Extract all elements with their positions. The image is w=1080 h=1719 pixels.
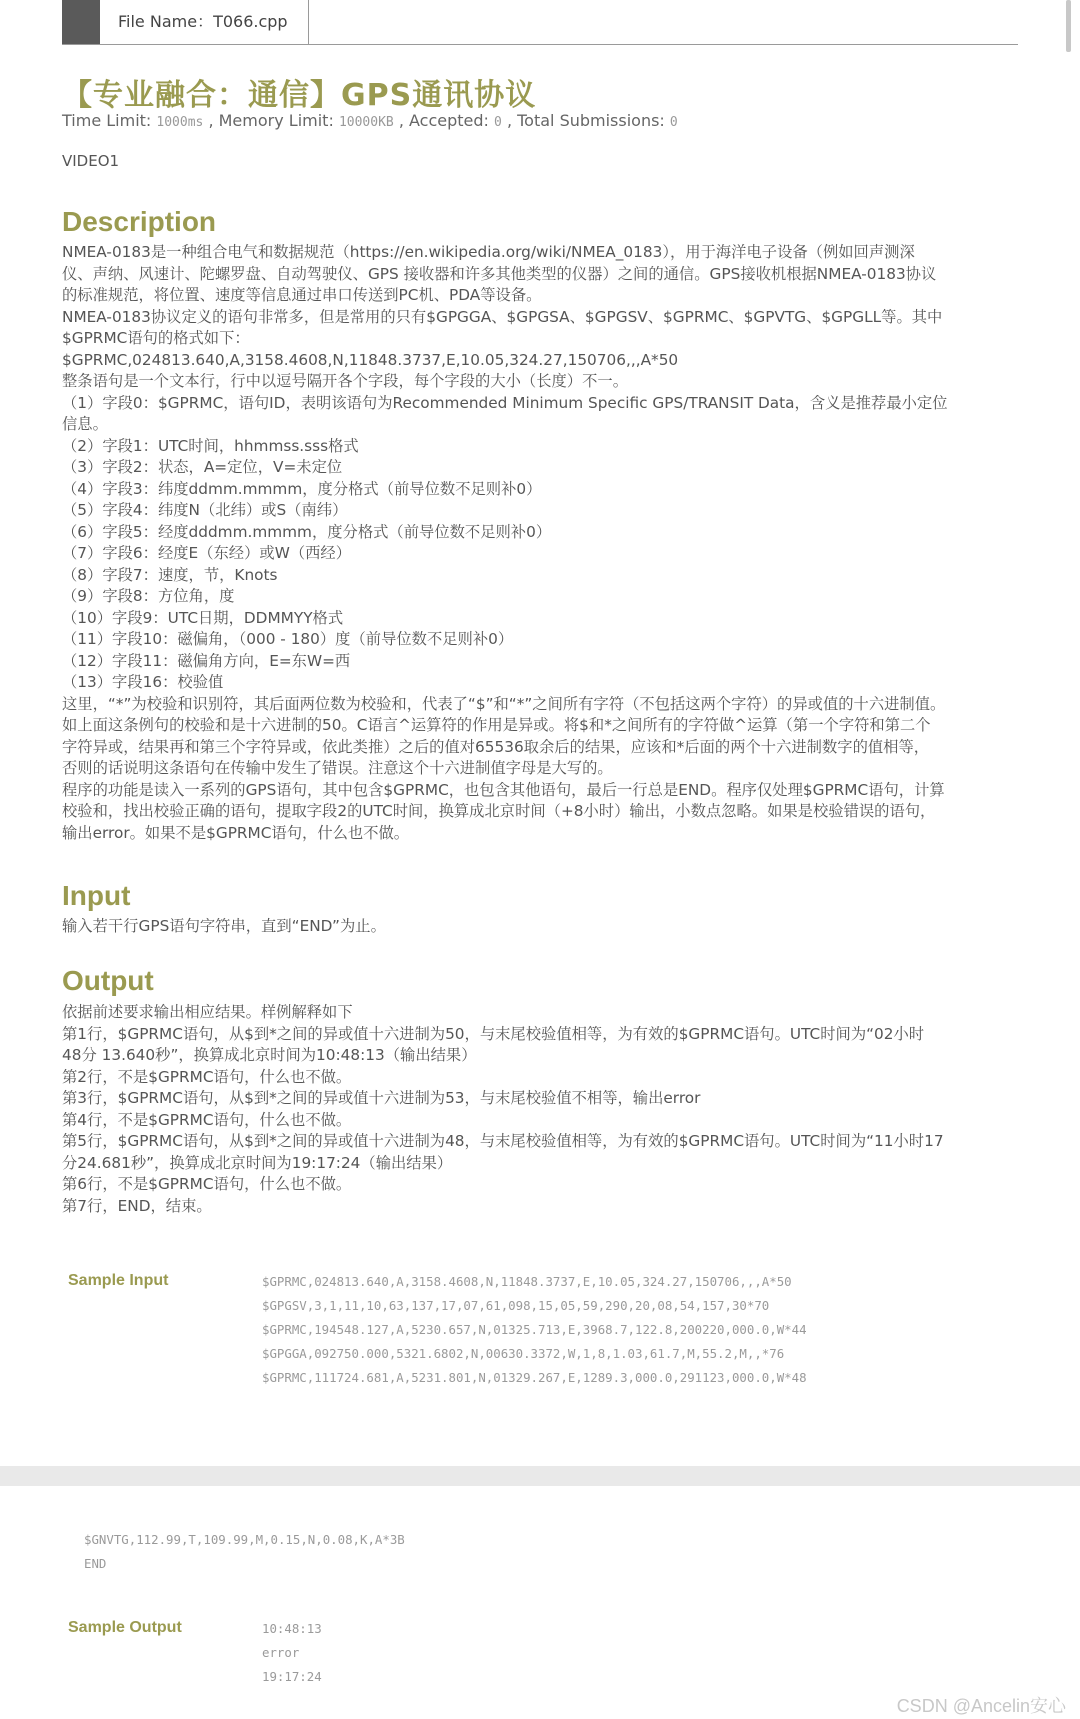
video-tag: VIDEO1: [62, 152, 120, 170]
text-line: （8）字段7：速度，节，Knots: [62, 565, 278, 584]
text-line: 第2行，不是$GPRMC语句，什么也不做。: [62, 1067, 352, 1086]
text-line: 信息。: [62, 415, 108, 433]
text-line: 输出error。如果不是$GPRMC语句，什么也不做。: [62, 823, 410, 842]
output-heading: Output: [62, 965, 154, 996]
text-line: $GNVTG,112.99,T,109.99,M,0.15,N,0.08,K,A*3B: [84, 1532, 405, 1547]
scrollbar-thumb[interactable]: [1066, 0, 1071, 52]
text-line: error: [262, 1645, 300, 1660]
sample-output-code: [262, 1617, 322, 1689]
text-line: 依据前述要求输出相应结果。样例解释如下: [62, 1003, 353, 1021]
text-line: （6）字段5：经度dddmm.mmmm，度分格式（前导位数不足则补0）: [62, 522, 552, 541]
text-line: （11）字段10：磁偏角，（000 - 180）度（前导位数不足则补0）: [62, 630, 514, 648]
text-line: NMEA-0183是一种组合电气和数据规范（https://en.wikipedia.org/wiki/NMEA_0183），用于海洋电子设备（例如回声测深: [62, 243, 915, 261]
text-line: 第4行，不是$GPRMC语句，什么也不做。: [62, 1110, 352, 1129]
text-line: $GPRMC,024813.640,A,3158.4608,N,11848.3737,E,10.05,324.27,150706,,,A*50: [62, 350, 679, 369]
text-line: （1）字段0：$GPRMC，语句ID，表明该语句为Recommended Minimum Specific GPS/TRANSIT Data，含义是推荐最小定位: [62, 393, 948, 412]
text-line: 第3行，$GPRMC语句，从$到*之间的异或值十六进制为53，与末尾校验值不相等，输出error: [62, 1089, 701, 1107]
text-line: 第7行，END，结束。: [62, 1196, 212, 1215]
text-line: （10）字段9：UTC日期，DDMMYY格式: [62, 608, 344, 627]
file-name-tab[interactable]: File Name：T066.cpp: [100, 0, 309, 44]
sample-input-code-continued: [84, 1528, 405, 1576]
text-line: $GPGGA,092750.000,5321.6802,N,00630.3372,W,1,8,1.03,61.7,M,55.2,M,,*76: [262, 1346, 785, 1361]
input-heading: Input: [62, 880, 131, 911]
text-line: $GPRMC,111724.681,A,5231.801,N,01329.267,E,1289.3,000.0,291123,000.0,W*48: [262, 1370, 807, 1385]
file-tab-bar: [62, 0, 1018, 45]
text-line: NMEA-0183协议定义的语句非常多，但是常用的只有$GPGGA、$GPGSA、$GPGSV、$GPRMC、$GPVTG、$GPGLL等。其中: [62, 307, 943, 326]
output-body: [62, 1002, 1022, 1217]
text-line: 字符异或，结果再和第三个字符异或，依此类推）之后的值对65536取余后的结果，应该和*后面的两个十六进制数字的值相等，: [62, 737, 930, 756]
text-line: $GPRMC语句的格式如下：: [62, 329, 250, 347]
text-line: $GPRMC,194548.127,A,5230.657,N,01325.713,E,3968.7,122.8,200220,000.0,W*44: [262, 1322, 807, 1337]
text-line: 否则的话说明这条语句在传输中发生了错误。注意这个十六进制值字母是大写的。: [62, 759, 613, 777]
memory-limit-value: 10000KB: [338, 115, 394, 130]
total-submissions-label: , Total Submissions:: [506, 111, 665, 130]
accepted-label: , Accepted:: [398, 111, 489, 130]
description-heading: Description: [62, 206, 217, 237]
sample-input-code: [262, 1270, 807, 1390]
text-line: 第5行，$GPRMC语句，从$到*之间的异或值十六进制为48，与末尾校验值相等，为有效的$GPRMC语句。UTC时间为“11小时17: [62, 1132, 944, 1150]
text-line: 48分 13.640秒”，换算成北京时间为10:48:13（输出结果）: [62, 1046, 477, 1064]
text-line: 整条语句是一个文本行，行中以逗号隔开各个字段，每个字段的大小（长度）不一。: [62, 372, 628, 390]
memory-limit-label: , Memory Limit:: [208, 111, 334, 130]
problem-limits: [62, 111, 678, 130]
accepted-value: 0: [494, 115, 502, 130]
text-line: （4）字段3：纬度ddmm.mmmm，度分格式（前导位数不足则补0）: [62, 479, 542, 498]
problem-title: 【专业融合：通信】GPS通讯协议: [62, 78, 537, 113]
text-line: （3）字段2：状态，A=定位，V=未定位: [62, 458, 343, 476]
text-line: 的标准规范，将位置、速度等信息通过串口传送到PC机、PDA等设备。: [62, 286, 542, 304]
text-line: （7）字段6：经度E（东经）或W（西经）: [62, 544, 352, 562]
text-line: （12）字段11：磁偏角方向，E=东W=西: [62, 651, 351, 670]
text-line: 10:48:13: [262, 1621, 322, 1636]
text-line: 第6行，不是$GPRMC语句，什么也不做。: [62, 1175, 352, 1193]
text-line: 校验和，找出校验正确的语句，提取字段2的UTC时间，换算成北京时间（+8小时）输出，小数点忽略。如果是校验错误的语句，: [62, 802, 936, 820]
text-line: （5）字段4：纬度N（北纬）或S（南纬）: [62, 501, 348, 519]
text-line: 第1行，$GPRMC语句，从$到*之间的异或值十六进制为50，与末尾校验值相等，为有效的$GPRMC语句。UTC时间为“02小时: [62, 1024, 925, 1043]
text-line: 19:17:24: [262, 1669, 322, 1684]
page-break-band: [0, 1466, 1080, 1486]
text-line: END: [84, 1556, 107, 1571]
text-line: 输入若干行GPS语句字符串，直到“END”为止。: [62, 917, 386, 935]
text-line: 分24.681秒”，换算成北京时间为19:17:24（输出结果）: [62, 1153, 453, 1172]
text-line: （13）字段16：校验值: [62, 673, 224, 691]
text-line: 如上面这条例句的校验和是十六进制的50。C语言^运算符的作用是异或。将$和*之间所有的字符做^运算（第一个字符和第二个: [62, 716, 931, 734]
time-limit-value: 1000ms: [156, 115, 204, 130]
sample-input-label: Sample Input: [68, 1272, 169, 1289]
watermark: CSDN @Ancelin安心: [896, 1696, 1066, 1716]
text-line: $GPRMC,024813.640,A,3158.4608,N,11848.3737,E,10.05,324.27,150706,,,A*50: [262, 1274, 792, 1289]
text-line: 程序的功能是读入一系列的GPS语句，其中包含$GPRMC，也包含其他语句，最后一行总是END。程序仅处理$GPRMC语句，计算: [62, 780, 945, 799]
text-line: （9）字段8：方位角，度: [62, 587, 235, 605]
text-line: $GPGSV,3,1,11,10,63,137,17,07,61,098,15,05,59,290,20,08,54,157,30*70: [262, 1298, 770, 1313]
input-body: [62, 916, 1022, 938]
time-limit-label: Time Limit:: [62, 111, 152, 130]
sample-output-label: Sample Output: [68, 1619, 182, 1636]
tab-marker: [62, 0, 100, 44]
text-line: 仪、声纳、风速计、陀螺罗盘、自动驾驶仪、GPS 接收器和许多其他类型的仪器）之间的通信。GPS接收机根据NMEA-0183协议: [62, 264, 937, 283]
text-line: （2）字段1：UTC时间，hhmmss.sss格式: [62, 436, 359, 455]
description-body: [62, 242, 1022, 844]
total-submissions-value: 0: [669, 115, 678, 130]
text-line: 这里，“*”为校验和识别符，其后面两位数为校验和，代表了“$”和“*”之间所有字符（不包括这两个字符）的异或值的十六进制值。: [62, 694, 946, 713]
